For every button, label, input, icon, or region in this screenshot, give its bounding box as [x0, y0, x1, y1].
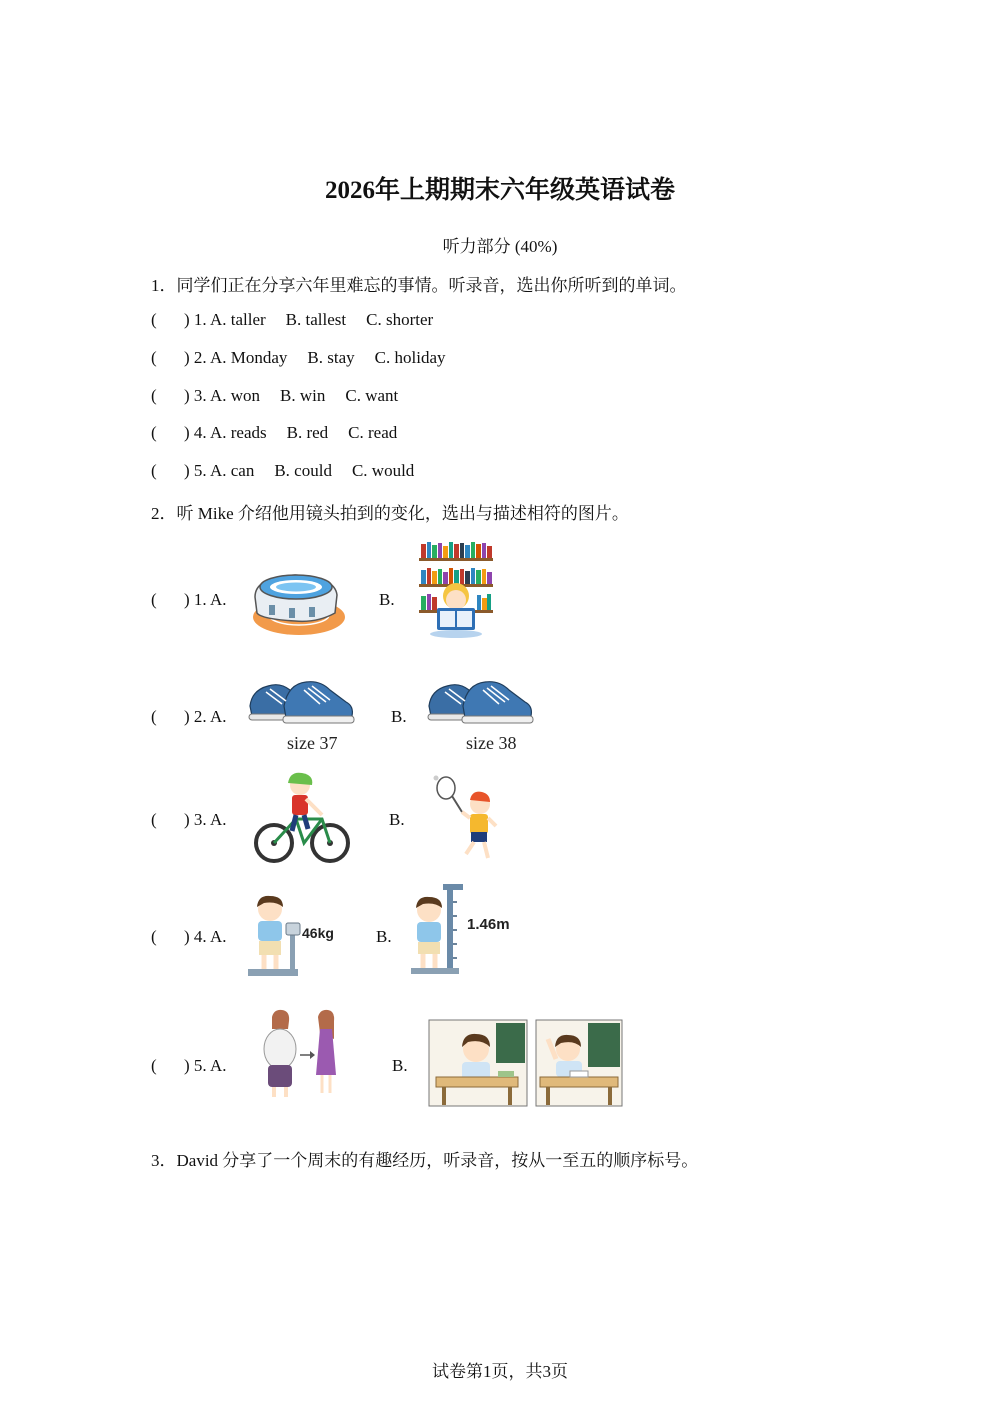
- option-a-label: ) 4. A.: [184, 927, 227, 946]
- answer-paren[interactable]: (: [151, 1056, 157, 1075]
- option-a-label: ) 2. A.: [184, 707, 227, 726]
- option-b: B. tallest: [285, 310, 347, 329]
- option-b: B. red: [286, 423, 329, 442]
- option-a: ) 2. A. Monday: [184, 348, 288, 367]
- option-a-label: ) 1. A.: [184, 590, 227, 609]
- option-c: C. would: [351, 461, 415, 480]
- q1-item-3: [151, 386, 398, 406]
- answer-paren[interactable]: (: [151, 590, 157, 609]
- option-a-label: ) 5. A.: [184, 1056, 227, 1075]
- sneakers-picture[interactable]: [246, 676, 356, 731]
- q2-item-5: [151, 1056, 227, 1076]
- option-b-label: B.: [376, 927, 392, 946]
- size-caption-a: size 37: [287, 733, 338, 753]
- answer-paren[interactable]: (: [151, 461, 157, 480]
- size-caption-b: size 38: [466, 733, 517, 753]
- q2-item-4: [151, 927, 227, 947]
- answer-paren[interactable]: (: [151, 348, 157, 367]
- option-a: ) 5. A. can: [184, 461, 255, 480]
- weight-change-woman-picture[interactable]: [262, 1009, 344, 1099]
- classroom-students-picture[interactable]: [428, 1019, 624, 1109]
- option-b-label: B.: [392, 1056, 408, 1075]
- q1-item-1: [151, 310, 433, 330]
- page-title: 2026年上期期末六年级英语试卷: [324, 177, 675, 204]
- section-title: 听力部分 (40%): [442, 237, 558, 256]
- answer-paren[interactable]: (: [151, 310, 157, 329]
- option-c: C. shorter: [366, 310, 434, 329]
- answer-paren[interactable]: (: [151, 927, 157, 946]
- q1-prompt: 1．同学们正在分享六年里难忘的事情。听录音，选出你所听到的单词。: [151, 276, 687, 295]
- q1-item-5: [151, 461, 414, 481]
- q2-item-2: [151, 707, 227, 727]
- answer-paren[interactable]: (: [151, 386, 157, 405]
- library-reading-picture[interactable]: [417, 538, 495, 640]
- q2-item-3: [151, 810, 227, 830]
- option-c: C. want: [345, 386, 399, 405]
- answer-paren[interactable]: (: [151, 707, 157, 726]
- q3-prompt: 3．David 分享了一个周末的有趣经历，听录音，按从一至五的顺序标号。: [151, 1151, 699, 1170]
- q1-item-2: [151, 348, 446, 368]
- stadium-picture[interactable]: [247, 565, 347, 640]
- answer-paren[interactable]: (: [151, 810, 157, 829]
- option-b: B. win: [280, 386, 326, 405]
- option-b-label: B.: [379, 590, 395, 609]
- option-a: ) 3. A. won: [184, 386, 261, 405]
- answer-paren[interactable]: (: [151, 423, 157, 442]
- badminton-boy-picture[interactable]: [428, 774, 500, 866]
- option-c: C. holiday: [374, 348, 446, 367]
- option-a: ) 1. A. taller: [184, 310, 266, 329]
- option-a: ) 4. A. reads: [184, 423, 267, 442]
- cycling-boy-picture[interactable]: [252, 771, 352, 866]
- option-b-label: B.: [389, 810, 405, 829]
- weight-caption: 46kg: [302, 925, 334, 941]
- height-measure-boy-picture[interactable]: [409, 882, 469, 977]
- q2-prompt: 2．听 Mike 介绍他用镜头拍到的变化，选出与描述相符的图片。: [151, 504, 629, 523]
- height-caption: 1.46m: [467, 916, 510, 933]
- q2-item-1: [151, 590, 227, 610]
- sneakers-picture[interactable]: [425, 676, 535, 731]
- option-b: B. stay: [307, 348, 355, 367]
- option-b-label: B.: [391, 707, 407, 726]
- page-footer: 试卷第1页，共3页: [432, 1362, 568, 1381]
- option-c: C. read: [348, 423, 398, 442]
- option-b: B. could: [274, 461, 332, 480]
- q1-item-4: [151, 423, 397, 443]
- option-a-label: ) 3. A.: [184, 810, 227, 829]
